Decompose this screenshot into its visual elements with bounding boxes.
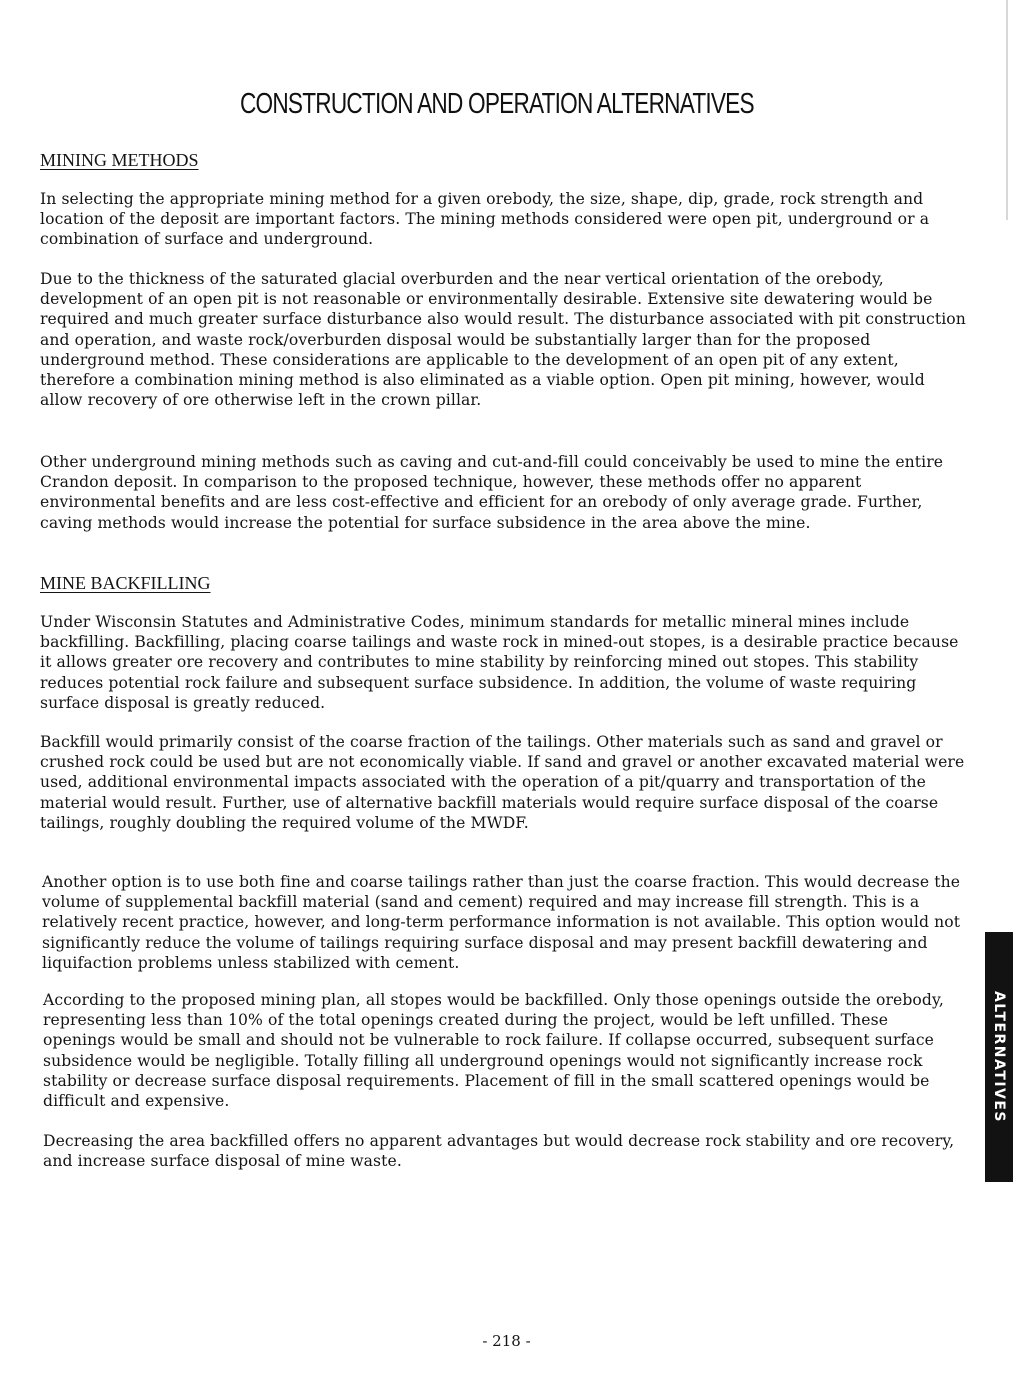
section-side-tab [985, 932, 1013, 1182]
section-heading-mine-backfilling: MINE BACKFILLING [40, 573, 211, 593]
paragraph-mining-2: Due to the thickness of the saturated glacial overburden and the near vertical orientation of the orebody, development of an open pit is not reasonable or environmentally desirable. Extensive site dewatering would be required and much greater surface disturbance also would result. The disturbance associated with pit construction and operation, and waste rock/overburden disposal would be substantially larger than for the proposed underground method. These considerations are applicable to the development of an open pit of any extent, therefore a combination mining method is also eliminated as a viable option. Open pit mining, however, would allow recovery of ore otherwise left in the crown pillar. [40, 270, 966, 410]
page-title: CONSTRUCTION AND OPERATION ALTERNATIVES [240, 88, 754, 120]
paragraph-backfill-5: Decreasing the area backfilled offers no apparent advantages but would decrease rock stability and ore recovery, and increase surface disposal of mine waste. [43, 1132, 955, 1171]
paragraph-mining-1: In selecting the appropriate mining method for a given orebody, the size, shape, dip, grade, rock strength and location of the deposit are important factors. The mining methods considered were open pit, underground or a combination of surface and underground. [40, 190, 930, 249]
paragraph-backfill-3: Another option is to use both fine and coarse tailings rather than just the coarse fraction. This would decrease the volume of supplemental backfill material (sand and cement) required and may increase fill strength. This is a relatively recent practice, however, and long-term performance information is not available. This option would not significantly reduce the volume of tailings requiring surface disposal and may present backfill dewatering and liquifaction problems unless stabilized with cement. [42, 873, 961, 972]
paragraph-backfill-2: Backfill would primarily consist of the coarse fraction of the tailings. Other materials such as sand and gravel or crushed rock could be used but are not economically viable. If sand and gravel or another excavated material were used, additional environmental impacts associated with the operation of a pit/quarry and transportation of the material would result. Further, use of alternative backfill materials would require surface disposal of the coarse tailings, roughly doubling the required volume of the MWDF. [40, 733, 965, 832]
scan-edge-line [1006, 0, 1008, 220]
paragraph-backfill-1: Under Wisconsin Statutes and Administrative Codes, minimum standards for metallic mineral mines include backfilling. Backfilling, placing coarse tailings and waste rock in mined-out stopes, is a desirable practice because it allows greater ore recovery and contributes to mine stability by reinforcing mined out stopes. This stability reduces potential rock failure and subsequent surface subsidence. In addition, the volume of waste requiring surface disposal is greatly reduced. [40, 613, 959, 712]
paragraph-mining-3: Other underground mining methods such as caving and cut-and-fill could conceivably be used to mine the entire Crandon deposit. In comparison to the proposed technique, however, these methods offer no apparent environmental benefits and are less cost-effective and efficient for an orebody of only average grade. Further, caving methods would increase the potential for surface subsidence in the area above the mine. [40, 453, 944, 532]
page-number: - 218 - [482, 1332, 531, 1350]
side-tab-label: ALTERNATIVES [991, 990, 1007, 1124]
section-heading-mining-methods: MINING METHODS [40, 150, 199, 170]
paragraph-backfill-4: According to the proposed mining plan, all stopes would be backfilled. Only those openings outside the orebody, representing less than 10% of the total openings created during the project, would be left unfilled. These openings would be small and should not be vulnerable to rock failure. If collapse occurred, subsequent surface subsidence would be negligible. Totally filling all underground openings would not significantly increase rock stability or decrease surface disposal requirements. Placement of fill in the small scattered openings would be difficult and expensive. [43, 991, 944, 1111]
